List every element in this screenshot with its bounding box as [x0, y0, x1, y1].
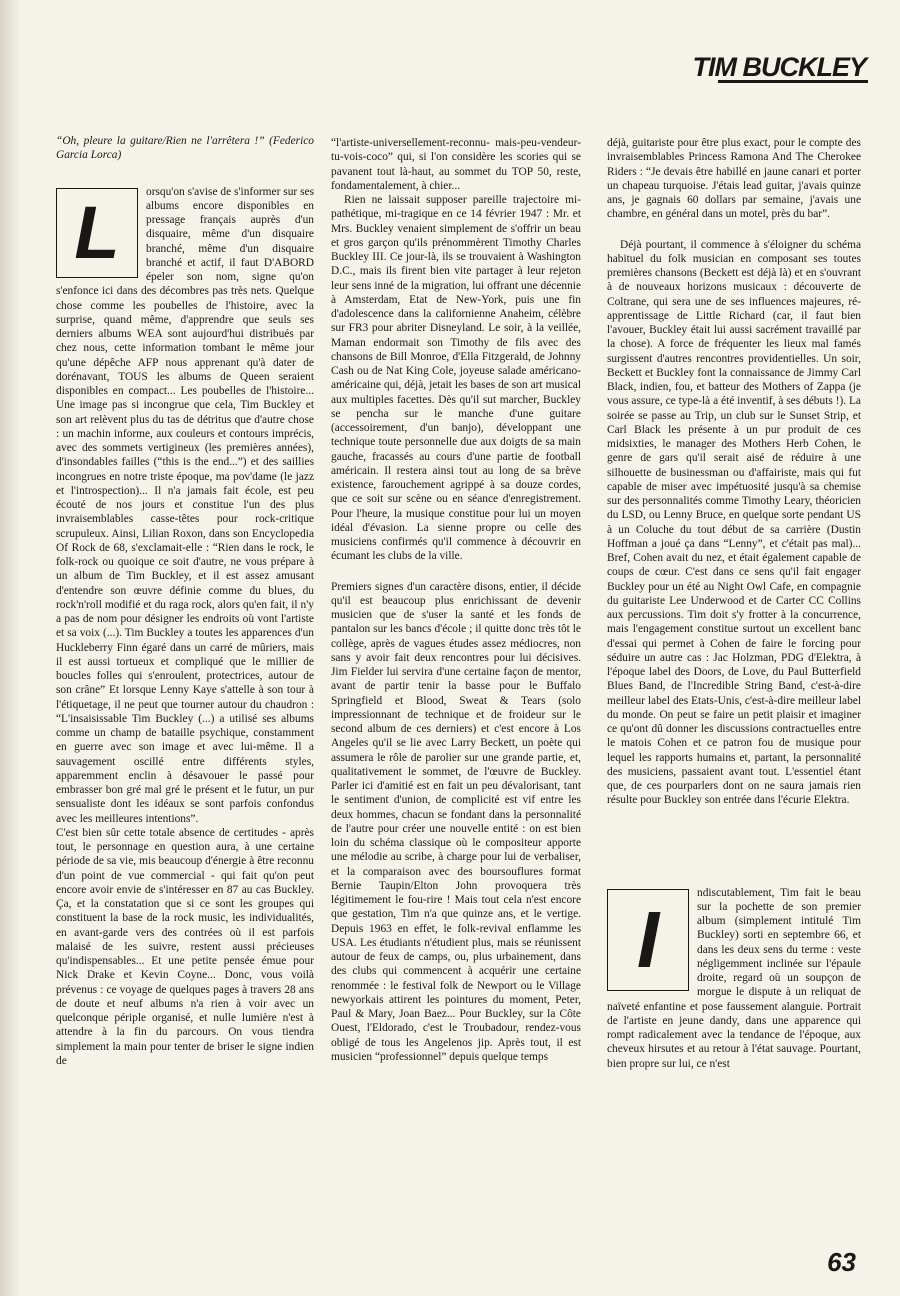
section-gap [607, 808, 861, 886]
col2-paragraph-2: Rien ne laissait supposer pareille trajectoire mi-pathétique, mi-tragique en ce 14 février 1947 : Mr. et Mrs. Buckley venaient simplement de s'offrir un beau et gros garçon qu'ils prénommèrent Timothy Charles Buckley III. Ce jour-là, ils se trouvaient à Washington D.C., mais ils firent bien vite partager à leur rejeton leur sens inné de la migration, lui offrant une décennie à Amsterdam, Etat de New-York, puis une fin d'adolescence dans la californienne Anaheim, célèbre sur FR3 pour abriter Disneyland. Le soir, à la veillée, Maman endormait son Timothy de fils avec des chansons de Bill Monroe, d'Ella Fitzgerald, de Johnny Cash ou de Nat King Cole, joyeuse salade américano-américaine qui, déjà, jetait les bases de son art musical aux multiples facettes. Dès qu'il sut marcher, Buckley se pencha sur le manche d'une guitare (accessoirement, d'un banjo), développant une technique toute personnelle due aux doigts de sa main gauche, fracassés au cours d'une partie de football américain. Il restera ainsi tout au long de sa brève existence, farouchement agrippé à sa douze cordes, que ce soit sur scène ou en séance d'enregistrement. Pour l'heure, la musique constitue pour lui un moyen idéal d'évasion. La sienne propre ou celle des musiciens confirmés qu'il commence à découvrir en écumant les clubs de la ville. [331, 194, 581, 563]
col2-paragraph-1: “l'artiste-universellement-reconnu- mais-peu-vendeur-tu-vois-coco” qui, si l'on considère les scories qui se pavanent tout là-haut, au sommet du TOP 50, reste, fondamentalement, à chier... [331, 137, 581, 192]
column-2 [331, 136, 581, 1064]
page-number: 63 [827, 1247, 856, 1277]
section-gap [331, 564, 581, 580]
col3-paragraph-2: Déjà pourtant, il commence à s'éloigner du schéma habituel du folk musician en composant ses toutes premières chansons (Beckett est déjà là) et en s'ouvrant à de nouveaux horizons musicaux : découverte de Coltrane, qui sera une de ses influences majeures, ré-apprentissage de Little Richard (car, il faut bien l'avouer, Buckley était lui aussi sacrément travaillé par la chose). A force de fréquenter les lieux mal famés surgissent d'autres rencontres providentielles. Un soir, Beckett et Buckley font la connaissance de Jimmy Carl Black, indien, fou, et batteur des Mothers of Zappa (je vous assure, ce type-là a été inventif, à ses débuts !). La soirée se passe au Trip, un club sur le Sunset Strip, et Carl Black les présente à un pur produit de ces midsixties, le manager des Mothers Herb Cohen, le genre de gars qu'il serait aisé de réduire à une silhouette de businessman ou d'affairiste, mais qui fut capable de miser avec impétuosité jusqu'à sa chemise sur des personnalités comme Timothy Leary, théoricien du LSD, ou Lenny Bruce, en quelque sorte pendant US à un Coluche du tout début de sa carrière (Dustin Hoffman a joué ça dans “Lenny”, et c'était pas mal)... Bref, Cohen avait du nez, et était également capable de coups de cœur. C'est dans ce sens qu'il fait engager Buckley pour un été au Night Owl Cafe, en compagnie du guitariste Lee Underwood et de Carter CC Collins aux percussions. Tim doit s'y frotter à la concurrence, mais l'engagement constitue surtout un excellent banc d'essai qui permet à Cohen de faire le forcing pour séduire un autre cas : Jac Holzman, PDG d'Elektra, à l'époque label des Doors, de Love, du Paul Butterfield Blues Band, de l'Incredible String Band, c'est-à-dire meilleur label des Etats-Unis, c'est-à-dire meilleur label du monde. On peut se faire un petit plaisir et imaginer ce qu'ont dû donner les discussions contractuelles entre le matois Cohen et ce patron fou de musique pour lequel les rapports humains et, partant, la personnalité des musiciens, passaient avant tout. L'essentiel étant que, de ces pourparlers dont on ne saura jamais rien résulte pour Buckley son entrée dans l'écurie Elektra. [607, 238, 861, 807]
col3-paragraph-1: déjà, guitariste pour être plus exact, pour le compte des invraisemblables Princess Ramona And The Cherokee Riders : “Je devais être habillé en jaune canari et porter un chapeau turquoise. J'étais lead guitar, j'avais quinze ans, je gagnais 60 dollars par semaine, j'avais une chambre, en général dans un motel, près du bar”. [607, 137, 861, 221]
col1-paragraph-2: C'est bien sûr cette totale absence de certitudes - après tout, le personnage en question aura, à une certaine période de sa vie, mis beaucoup d'énergie à être reconnu d'un point de vue commercial - qui fait qu'on peut encore avoir envie de s'intéresser en 87 au cas Buckley. Ça, et la constatation que si ce sont les groupes qui constituent la base de la rock music, les individualités, en avant-garde vers des contrées où il est parfois malaisé de les suivre, restent aussi précieuses qu'indispensables... Et une petite pensée émue pour Nick Drake et Kevin Coyne... Donc, vous voilà prévenus : ce voyage de quelques pages à travers 28 ans de doute et neuf albums n'a rien à voir avec un quelconque périple organisé, et nulle lumière n'est à attendre à la fin du parcours. On vous tiendra simplement la main pour tenter de briser le signe indien de [56, 826, 314, 1067]
paragraph-gap [607, 222, 861, 238]
drop-cap-i: I [607, 889, 689, 991]
col3-paragraph-3: ndiscutablement, Tim fait le beau sur la pochette de son premier album (simplement intitulé Tim Buckley) sorti en septembre 66, et dans les deux sens du terme : veste négligemment inclinée sur l'épaule droite, regard où un soupçon de morgue le dispute à un reliquat de naïveté enfantine et pose faussement alanguie. Portrait de l'artiste en jeune dandy, dans une apparence qui rompt radicalement avec la tendance de l'époque, aux cheveux hirsutes et au retour à l'état sauvage. Pourtant, bien propre sur lui, ce n'est [607, 886, 861, 1070]
epigraph-quote: “Oh, pleure la guitare/Rien ne l'arrêtera !” (Federico Garcia Lorca) [56, 135, 314, 162]
col1-paragraph-1: orsqu'on s'avise de s'informer sur ses albums encore disponibles en pressage français auprès d'un disquaire, même d'un disquaire branché, même d'un disquaire branché et actif, il faut D'ABORD épeler son nom, signe qu'on s'enfonce ici dans des décombres pas très nets. Quelque chose comme les poubelles de l'histoire, avec la surprise, quand même, d'apprendre que seuls ses derniers albums WEA sont aujourd'hui distribués par chez nous, cette information tombant le même jour qu'une dépêche AFP nous apprenant qu'à dater de dorénavant, TOUS les albums de Queen seraient disponibles en compact... Les poubelles de l'histoire... Une image pas si incongrue que cela, Tim Buckley et son art relèvent plus du tas de détritus que d'autre chose : un machin informe, aux couleurs et contours imprécis, avec des sommets vertigineux (les premières années), d'insondables failles (“this is the end...”) et des saillies incongrues en notre triste époque, ma pov'dame (le jazz et l'introspection)... Il n'a jamais fait école, est peu écouté de nos jours et constitue l'un des plus invraisemblables casse-têtes pour rock-critique scrupuleux. Ainsi, Lilian Roxon, dans son Encyclopedia Of Rock de 68, s'exclamait-elle : “Rien dans le rock, le folk-rock ou quoique ce soit d'autre, ne vous prépare à un album de Tim Buckley, et il est assez amusant d'entendre son œuvre définie comme du blues, du rock'n'roll modifié et du raga rock, alors qu'en fait, il n'y a pas de nom pour désigner les endroits où vont l'artiste et sa voix (...). Tim Buckley a toutes les apparences d'un Huckleberry Finn égaré dans un carré de mûriers, mais il est aussi tortueux et compliqué que le millier de boucles folles qui s'enroulent, protectrices, autour de son crâne” Et lorsque Lenny Kaye s'attelle à son tour à l'étiquetage, il ne peut que tourner autour du chaudron : “L'insaisissable Tim Buckley (...) a utilisé ses albums comme un champ de bataille psychique, constamment en guerre avec son image et avec lui-même. Il a sauvagement oscillé entre différents styles, apparemment enclin à désavouer le passé pour embrasser bon gré mal gré le présent et le futur, un pur sensualiste dont les idéaux se sont parfois confondus avec les meilleures intentions”. [56, 185, 314, 825]
column-3 [607, 136, 861, 1071]
col2-paragraph-3: Premiers signes d'un caractère disons, entier, il décide qu'il est beaucoup plus enrichissant de devenir musicien que de s'user la santé et les fonds de pantalon sur les bancs d'école ; il quitte donc très tôt le collège, après de vagues études assez médiocres, non sans y avoir fait deux rencontres pour lui décisives. Jim Fielder lui servira d'une certaine façon de mentor, avant de partir tenir la basse pour le Buffalo Springfield et Blood, Sweat & Tears (solo impressionnant de technique et de froideur sur le second album de ces derniers) et c'est encore à Los Angeles qu'il se lie avec Larry Beckett, un poète qui assumera le rôle de parolier sur une grande partie, et, qualitativement le sommet, de l'œuvre de Buckley. Parler ici d'amitié est en fait un peu dévalorisant, tant le sentiment d'union, de complicité est vif entre les deux hommes, chacun se fondant dans la personnalité de l'autre pour créer une nouvelle entité : on est bien loin du schéma classique où le compositeur apporte une mélodie au scribe, à charge pour lui de verbaliser, et la comparaison avec des boursouflures format Bernie Taupin/Elton John provoquera très légitimement le fou-rire ! Mais tout cela n'est encore que gestation, Tim n'a que quinze ans, et le vertige. Depuis 1963 en effet, le folk-revival enflamme les USA. Les étudiants n'étudient plus, mais se réunissent autour de feux de camps, ou, plus urbainement, dans des clubs qui commencent à acquérir une certaine renommée : le festival folk de Newport ou le Village newyorkais attirent les pointures du moment, Peter, Paul & Mary, Joan Baez... Pour Buckley, sur la Côte Ouest, l'Eldorado, c'est le Troubadour, rendez-vous obligé de tous les Angelenos jip. Après tout, il est musicien “professionnel” depuis quelque temps [331, 580, 581, 1063]
column-1 [56, 134, 314, 1068]
page-spine-shadow [0, 0, 20, 1296]
drop-cap-l: L [56, 188, 138, 278]
page-header-title: TIM BUCKLEY [692, 52, 866, 82]
